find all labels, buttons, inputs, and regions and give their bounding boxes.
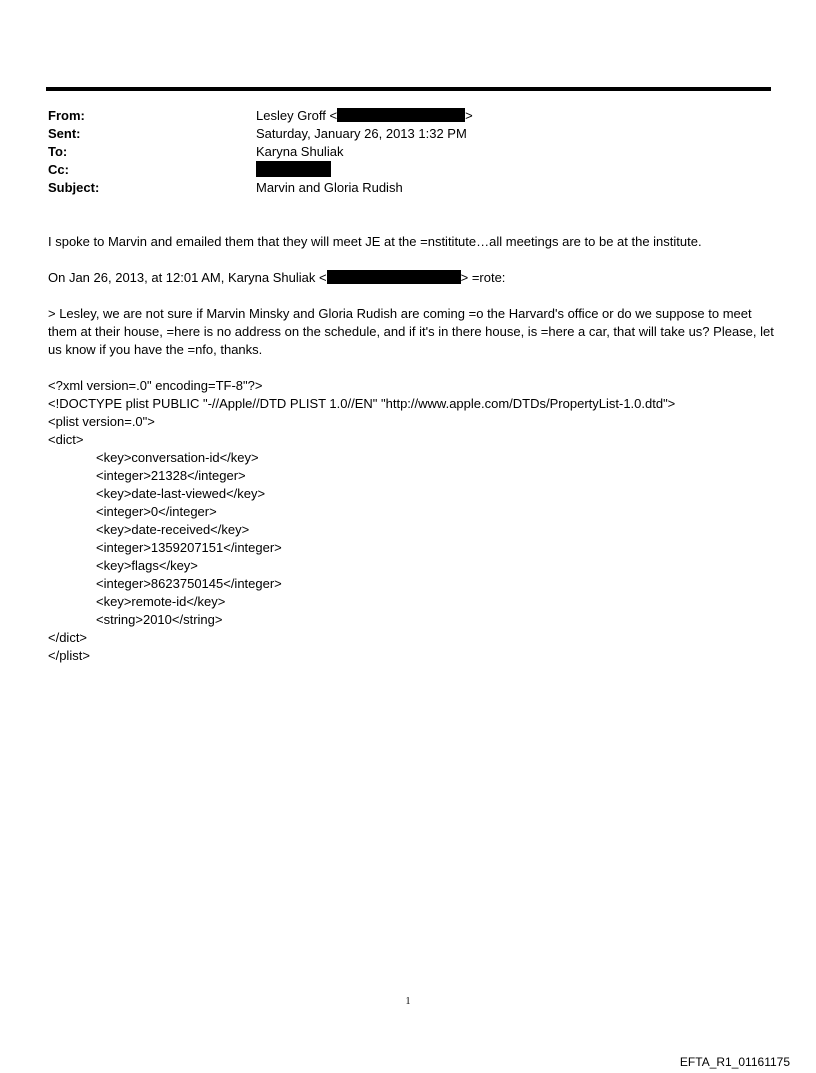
- xml-line: </plist>: [48, 648, 90, 663]
- subject-row: [48, 179, 768, 197]
- quoted-message: > Lesley, we are not sure if Marvin Minsky and Gloria Rudish are coming =o the Harvard's office or do we suppose to meet them at their house, =here is no address on the schedule, and if it's in there house, is =here a car, that will take us? Please, let us know if you have the =nfo, thanks.: [48, 306, 774, 357]
- redaction-box: [327, 270, 461, 284]
- xml-line: <string>2010</string>: [96, 612, 223, 627]
- xml-line: <?xml version=.0" encoding=TF-8"?>: [48, 378, 263, 393]
- redaction-box: [256, 161, 331, 177]
- xml-line: <key>date-last-viewed</key>: [96, 486, 266, 501]
- xml-line: <dict>: [48, 432, 84, 447]
- message-paragraph: I spoke to Marvin and emailed them that they will meet JE at the =nstititute…all meetings are to be at the institute.: [48, 234, 702, 249]
- xml-line: <key>flags</key>: [96, 558, 198, 573]
- cc-label: Cc:: [48, 162, 69, 177]
- subject-label: Subject:: [48, 180, 100, 195]
- quote-intro-end: > =rote:: [460, 270, 506, 285]
- sent-value: Saturday, January 26, 2013 1:32 PM: [256, 126, 467, 141]
- xml-line: <plist version=.0">: [48, 414, 155, 429]
- xml-line: <key>date-received</key>: [96, 522, 250, 537]
- from-name: Lesley Groff <: [256, 108, 338, 123]
- cc-value: [256, 161, 331, 180]
- from-label: From:: [48, 108, 85, 123]
- header-divider: [46, 87, 771, 91]
- xml-block: [48, 377, 768, 665]
- quote-intro-start: On Jan 26, 2013, at 12:01 AM, Karyna Shuliak <: [48, 270, 327, 285]
- xml-line: <integer>21328</integer>: [96, 468, 246, 483]
- xml-line: <key>conversation-id</key>: [96, 450, 259, 465]
- from-value: [256, 107, 473, 125]
- from-row: [48, 107, 768, 125]
- sent-row: [48, 125, 768, 143]
- to-value: Karyna Shuliak: [256, 144, 344, 159]
- page-number: 1: [405, 996, 411, 1007]
- xml-line: <key>remote-id</key>: [96, 594, 226, 609]
- xml-line: </dict>: [48, 630, 88, 645]
- cc-row: [48, 161, 768, 179]
- redaction-box: [337, 108, 465, 122]
- subject-value: Marvin and Gloria Rudish: [256, 180, 403, 195]
- sent-label: Sent:: [48, 126, 81, 141]
- to-row: [48, 143, 768, 161]
- bates-number: EFTA_R1_01161175: [679, 1055, 790, 1069]
- xml-line: <integer>0</integer>: [96, 504, 217, 519]
- xml-line: <integer>1359207151</integer>: [96, 540, 282, 555]
- xml-line: <integer>8623750145</integer>: [96, 576, 282, 591]
- quote-intro: [48, 269, 778, 287]
- to-label: To:: [48, 144, 68, 159]
- xml-line: <!DOCTYPE plist PUBLIC "-//Apple//DTD PLIST 1.0//EN" "http://www.apple.com/DTDs/PropertyList-1.0.dtd">: [48, 396, 676, 411]
- email-header: [48, 107, 768, 197]
- from-close: >: [465, 108, 473, 123]
